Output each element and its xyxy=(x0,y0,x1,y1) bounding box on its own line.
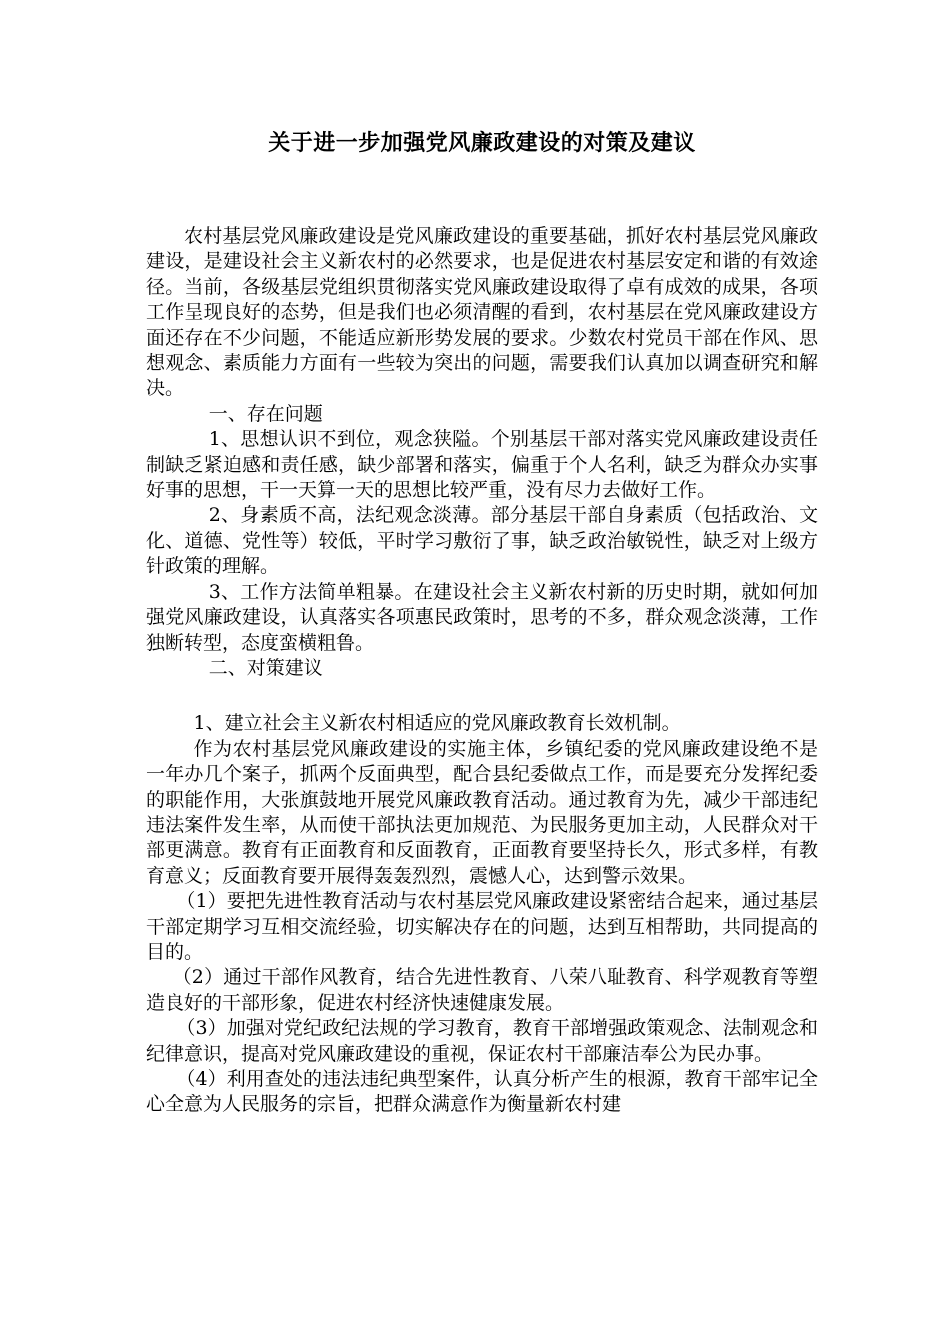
section-spacer xyxy=(146,681,818,711)
section-heading-problems: 一、存在问题 xyxy=(208,402,323,425)
document-page xyxy=(146,128,818,1118)
measure-paragraph-1: 作为农村基层党风廉政建设的实施主体，乡镇纪委的党风廉政建设绝不是一年办几个案子，抓两个反面典型，配合县纪委做点工作，而是要充分发挥纪委的职能作用，大张旗鼓地开展党风廉政教育活动。通过教育为先，减少干部违纪违法案件发生率，从而使干部执法更加规范、为民服务更加主动，人民群众对干部更满意。教育有正面教育和反面教育，正面教育要坚持长久，形式多样，有教育意义；反面教育要开展得轰轰烈烈，震憾人心，达到警示效果。 xyxy=(146,737,818,887)
list-item-3: （3）加强对党纪政纪法规的学习教育，教育干部增强政策观念、法制观念和纪律意识，提高对党风廉政建设的重视，保证农村干部廉洁奉公为民办事。 xyxy=(146,1017,818,1065)
problem-paragraph-3: 3、工作方法简单粗暴。在建设社会主义新农村新的历史时期，就如何加强党风廉政建设，认真落实各项惠民政策时，思考的不多，群众观念淡薄，工作独断转型，态度蛮横粗鲁。 xyxy=(146,580,818,654)
measure-heading-1: 1、建立社会主义新农村相适应的党风廉政教育长效机制。 xyxy=(193,712,681,735)
list-item-1: （1）要把先进性教育活动与农村基层党风廉政建设紧密结合起来，通过基层干部定期学习互相交流经验，切实解决存在的问题，达到互相帮助，共同提高的目的。 xyxy=(146,890,818,963)
intro-paragraph: 农村基层党风廉政建设是党风廉政建设的重要基础，抓好农村基层党风廉政建设，是建设社会主义新农村的必然要求，也是促进农村基层安定和谐的有效途径。当前，各级基层党组织贯彻落实党风廉政建设取得了卓有成效的成果，各项工作呈现良好的态势，但是我们也必须清醒的看到，农村基层在党风廉政建设方面还存在不少问题，不能适应新形势发展的要求。少数农村党员干部在作风、思想观念、素质能力方面有一些较为突出的问题，需要我们认真加以调查研究和解决。 xyxy=(146,225,818,400)
document-title: 关于进一步加强党风廉政建设的对策及建议 xyxy=(268,130,696,156)
problem-paragraph-2: 2、身素质不高，法纪观念淡薄。部分基层干部自身素质（包括政治、文化、道德、党性等）较低，平时学习敷衍了事，缺乏政治敏锐性，缺乏对上级方针政策的理解。 xyxy=(146,504,818,578)
list-item-4: （4）利用查处的违法违纪典型案件，认真分析产生的根源，教育干部牢记全心全意为人民服务的宗旨，把群众满意作为衡量新农村建 xyxy=(146,1068,818,1116)
list-item-2: （2）通过干部作风教育，结合先进性教育、八荣八耻教育、科学观教育等塑造良好的干部形象，促进农村经济快速健康发展。 xyxy=(146,966,818,1014)
problem-paragraph-1: 1、思想认识不到位，观念狭隘。个别基层干部对落实党风廉政建设责任制缺乏紧迫感和责任感，缺少部署和落实，偏重于个人名利，缺乏为群众办实事好事的思想，干一天算一天的思想比较严重，没有尽力去做好工作。 xyxy=(146,428,818,502)
section-heading-measures: 二、对策建议 xyxy=(208,656,323,679)
